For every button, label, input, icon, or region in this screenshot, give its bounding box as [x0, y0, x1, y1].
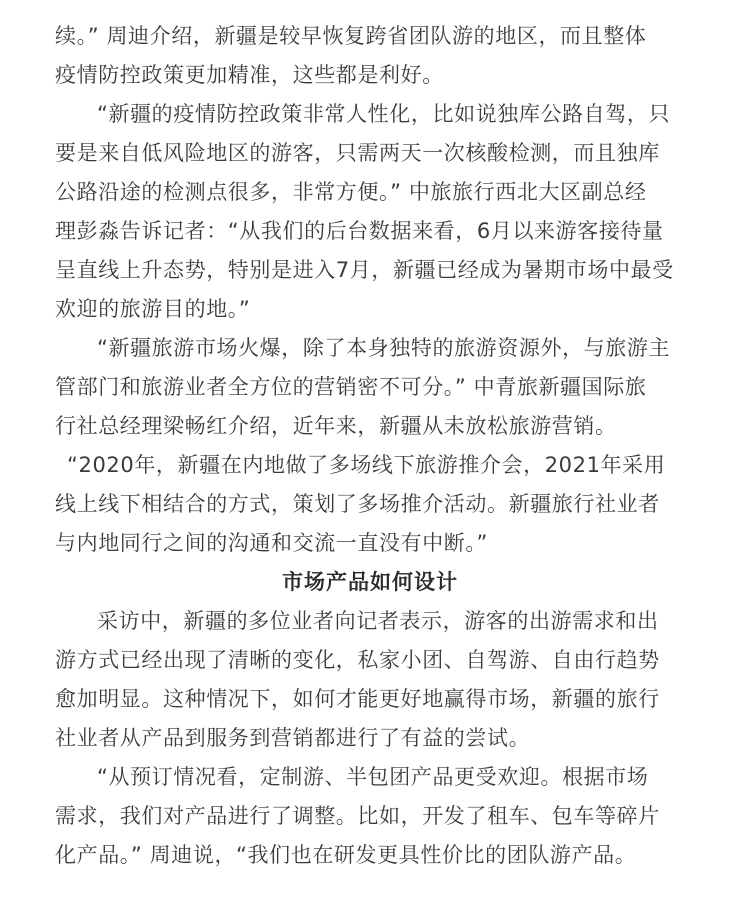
text-line: 疫情防控政策更加精准，这些都是利好。: [55, 63, 444, 87]
text-line: 游方式已经出现了清晰的变化，私家小团、自驾游、自由行趋势: [55, 648, 660, 672]
text-line: 线上线下相结合的方式，策划了多场推介活动。新疆旅行社业者: [55, 492, 660, 516]
text-line: 社业者从产品到服务到营销都进行了有益的尝试。: [55, 726, 531, 750]
text-line: 行社总经理梁畅红介绍，近年来，新疆从未放松旅游营销。: [55, 414, 617, 438]
text-line: 理彭淼告诉记者：“从我们的后台数据来看，6月以来游客接待量: [55, 219, 664, 243]
text-line: “2020年，新疆在内地做了多场线下旅游推介会，2021年采用: [67, 453, 666, 477]
text-line: 与内地同行之间的沟通和交流一直没有中断。”: [55, 531, 488, 555]
text-line: 欢迎的旅游目的地。”: [55, 297, 251, 321]
text-line: “从预订情况看，定制游、半包团产品更受欢迎。根据市场: [97, 765, 649, 789]
text-line: 管部门和旅游业者全方位的营销密不可分。” 中青旅新疆国际旅: [55, 375, 647, 399]
text-line: 公路沿途的检测点很多，非常方便。” 中旅旅行西北大区副总经: [55, 180, 647, 204]
text-line: 愈加明显。这种情况下，如何才能更好地赢得市场，新疆的旅行: [55, 687, 660, 711]
text-line: 化产品。” 周迪说，“我们也在研发更具性价比的团队游产品。: [55, 843, 637, 867]
section-heading: 市场产品如何设计: [282, 570, 458, 594]
text-line: “新疆的疫情防控政策非常人性化，比如说独库公路自驾，只: [97, 102, 671, 126]
text-line: 要是来自低风险地区的游客，只需两天一次核酸检测，而且独库: [55, 141, 660, 165]
text-line: 呈直线上升态势，特别是进入7月，新疆已经成为暑期市场中最受: [55, 258, 674, 282]
text-line: 续。” 周迪介绍，新疆是较早恢复跨省团队游的地区，而且整体: [55, 24, 647, 48]
text-line: 采访中，新疆的多位业者向记者表示，游客的出游需求和出: [97, 609, 659, 633]
text-line: “新疆旅游市场火爆，除了本身独特的旅游资源外，与旅游主: [97, 336, 671, 360]
text-line: 需求，我们对产品进行了调整。比如，开发了租车、包车等碎片: [55, 804, 660, 828]
